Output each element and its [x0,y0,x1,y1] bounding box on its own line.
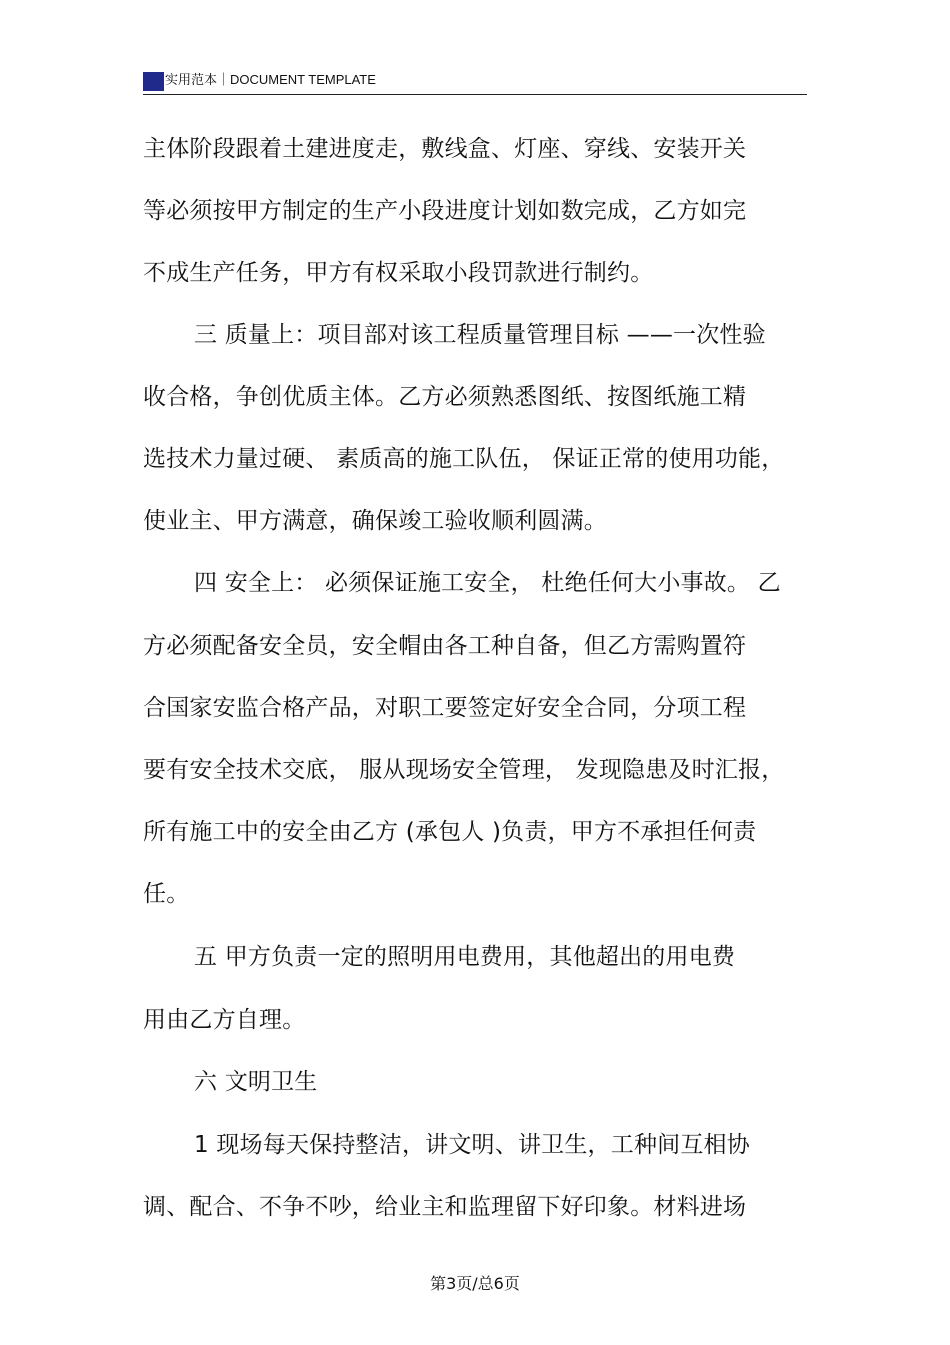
body-line-5: 收合格，争创优质主体。乙方必须熟悉图纸、按图纸施工精 [143,384,747,410]
body-line-6: 选技术力量过硬、 素质高的施工队伍， 保证正常的使用功能， [143,446,785,472]
body-line-1: 主体阶段跟着土建进度走，敷线盒、灯座、穿线、安装开关 [143,136,747,162]
page-number: 第3页/总6页 [430,1274,520,1293]
document-header [143,68,807,95]
body-line-9: 方必须配备安全员，安全帽由各工种自备，但乙方需购置符 [143,633,747,659]
body-line-18: 调、配合、不争不吵，给业主和监理留下好印象。材料进场 [143,1194,747,1220]
body-line-15: 用由乙方自理。 [143,1007,306,1033]
item-1-line: 1 现场每天保持整洁，讲文明、讲卫生，工种间互相协 [194,1132,750,1158]
body-line-2: 等必须按甲方制定的生产小段进度计划如数完成，乙方如完 [143,198,747,224]
section-4-heading-line: 四 安全上： 必须保证施工安全， 杜绝任何大小事故。 乙 [194,570,781,596]
body-line-7: 使业主、甲方满意，确保竣工验收顺利圆满。 [143,508,607,534]
section-6-heading: 六 文明卫生 [194,1069,318,1095]
section-3-heading-line: 三 质量上：项目部对该工程质量管理目标 ——一次性验 [194,322,766,348]
body-line-11: 要有安全技术交底， 服从现场安全管理， 发现隐患及时汇报， [143,757,785,783]
body-line-13: 任。 [143,881,190,907]
body-line-12: 所有施工中的安全由乙方 (承包人 )负责，甲方不承担任何责 [143,819,757,845]
body-line-3: 不成生产任务，甲方有权采取小段罚款进行制约。 [143,260,654,286]
section-5-heading-line: 五 甲方负责一定的照明用电费用，其他超出的用电费 [194,944,736,970]
header-logo-square [143,72,164,91]
body-line-10: 合国家安监合格产品，对职工要签定好安全合同，分项工程 [143,695,747,721]
header-label: 实用范本｜DOCUMENT TEMPLATE [165,72,376,87]
